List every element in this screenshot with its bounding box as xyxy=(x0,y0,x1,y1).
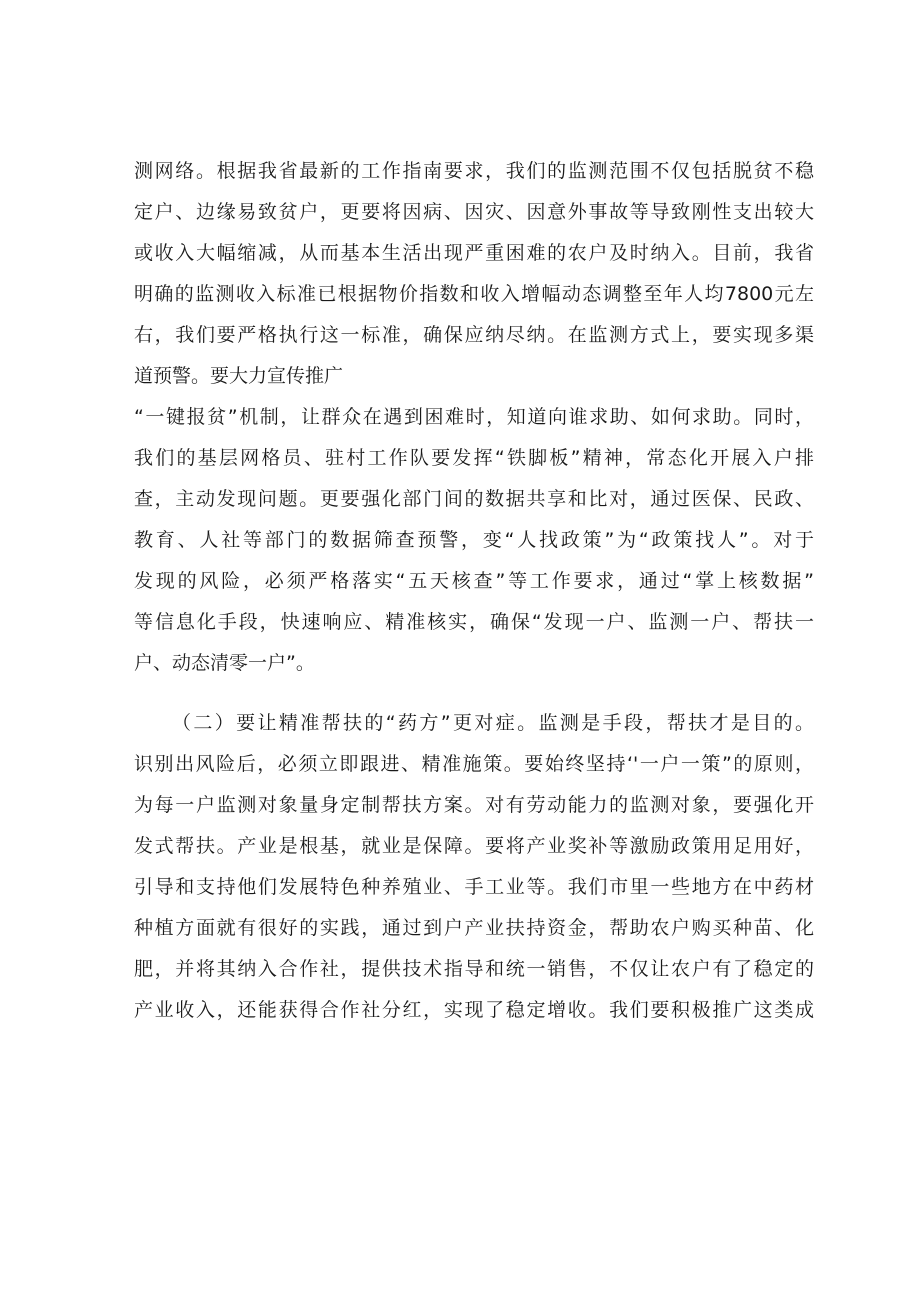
body-text-line: 定户、边缘易致贫户，更要将因病、因灾、因意外事故等导致刚性支出较大 xyxy=(134,201,814,223)
body-text-line: 我们的基层网格员、驻村工作队要发挥“铁脚板”精神，常态化开展入户排 xyxy=(134,447,814,469)
section-heading-line: （二）要让精准帮扶的“药方”更对症。监测是手段，帮扶才是目的。 xyxy=(172,712,814,734)
body-text-line: 测网络。根据我省最新的工作指南要求，我们的监测范围不仅包括脱贫不稳 xyxy=(134,160,814,182)
body-text-line: “一键报贫”机制，让群众在遇到困难时，知道向谁求助、如何求助。同时， xyxy=(134,406,814,428)
body-text-line: 种植方面就有很好的实践，通过到户产业扶持资金，帮助农户购买种苗、化 xyxy=(134,917,814,939)
body-text-line: 或收入大幅缩减，从而基本生活出现严重困难的农户及时纳入。目前，我省 xyxy=(134,242,814,264)
body-text-line: 查，主动发现问题。更要强化部门间的数据共享和比对，通过医保、民政、 xyxy=(134,488,814,510)
body-text-line: 右，我们要严格执行这一标准，确保应纳尽纳。在监测方式上，要实现多渠 xyxy=(134,324,814,346)
body-text-line: 引导和支持他们发展特色种养殖业、手工业等。我们市里一些地方在中药材 xyxy=(134,876,814,898)
body-text-line: 识别出风险后，必须立即跟进、精准施策。要始终坚持‘'一户一策”的原则， xyxy=(134,753,814,775)
body-text-line: 发式帮扶。产业是根基，就业是保障。要将产业奖补等激励政策用足用好， xyxy=(134,835,814,857)
body-text-line: 发现的风险，必须严格落实“五天核查”等工作要求，通过“掌上核数据” xyxy=(134,570,814,592)
body-text-line: 肥，并将其纳入合作社，提供技术指导和统一销售，不仅让农户有了稳定的 xyxy=(134,958,814,980)
body-text-line: 道预警。要大力宣传推广 xyxy=(134,365,344,387)
body-text-line: 等信息化手段，快速响应、精准核实，确保“发现一户、监测一户、帮扶一 xyxy=(134,611,814,633)
body-text-line: 户、动态清零一户”。 xyxy=(134,652,315,674)
body-text-line: 产业收入，还能获得合作社分红，实现了稳定增收。我们要积极推广这类成 xyxy=(134,999,814,1021)
body-text-line: 教育、人社等部门的数据筛查预警，变“人找政策”为“政策找人”。对于 xyxy=(134,529,814,551)
body-text-line: 为每一户监测对象量身定制帮扶方案。对有劳动能力的监测对象，要强化开 xyxy=(134,794,814,816)
body-text-line: 明确的监测收入标准已根据物价指数和收入增幅动态调整至年人均7800元左 xyxy=(134,283,814,305)
